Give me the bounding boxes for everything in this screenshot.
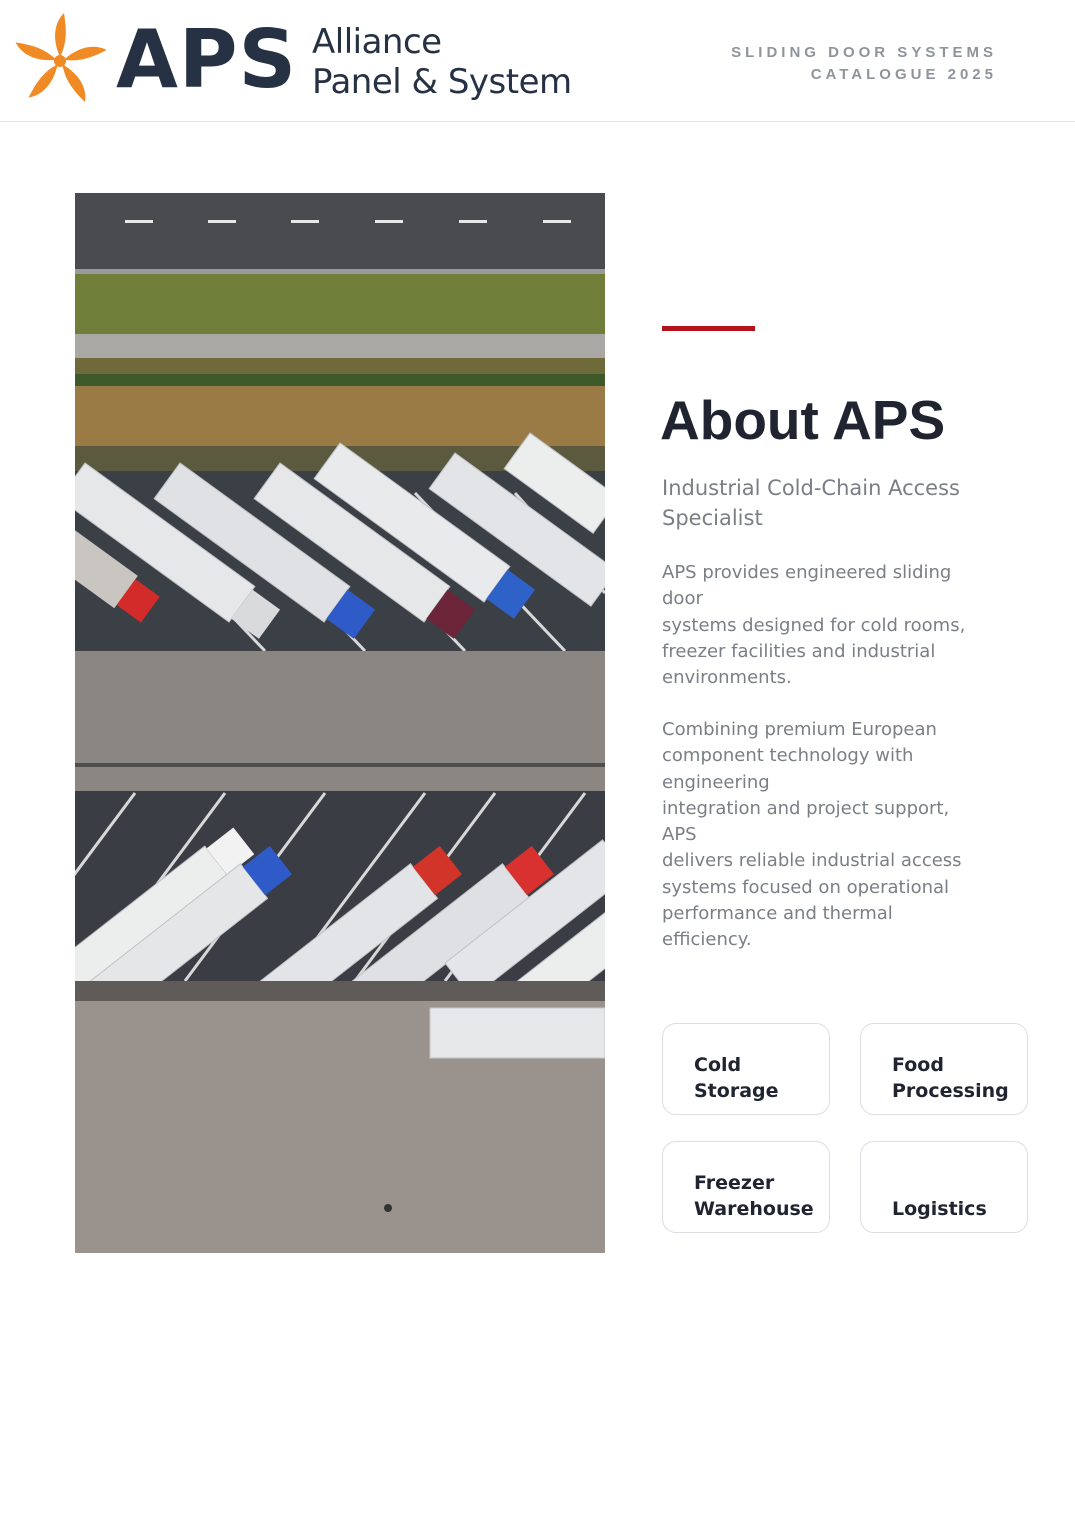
paragraph-line: Combining premium European bbox=[662, 719, 937, 740]
paragraph-line: systems focused on operational bbox=[662, 876, 950, 898]
sector-card-label bbox=[892, 1196, 987, 1222]
sector-card-freezer-warehouse bbox=[662, 1141, 830, 1233]
paragraph-line: efficiency. bbox=[662, 929, 752, 951]
catalogue-tagline bbox=[731, 42, 997, 86]
paragraph-line: component technology with bbox=[662, 745, 914, 767]
aps-logo bbox=[14, 10, 574, 112]
paragraph-line: performance and thermal bbox=[662, 903, 893, 925]
sector-card-food-processing bbox=[860, 1023, 1028, 1115]
sector-label-line: Food bbox=[892, 1054, 944, 1076]
paragraph-line: door bbox=[662, 588, 703, 610]
page-title: About APS bbox=[660, 389, 946, 451]
paragraph-line: integration and project support, bbox=[662, 797, 950, 819]
paragraph-line: freezer facilities and industrial bbox=[662, 640, 936, 662]
paragraph-line: delivers reliable industrial access bbox=[662, 850, 962, 872]
sector-label-line: Logistics bbox=[892, 1198, 987, 1220]
about-paragraph-2 bbox=[662, 717, 1002, 954]
sector-card-label bbox=[892, 1052, 1009, 1104]
sector-card-logistics bbox=[860, 1141, 1028, 1233]
paragraph-line: engineering bbox=[662, 771, 770, 793]
sector-card-label bbox=[694, 1052, 779, 1104]
page-subtitle: Industrial Cold-Chain Access Specialist bbox=[662, 476, 960, 530]
sector-label-line: Processing bbox=[892, 1080, 1009, 1102]
sector-card-cold-storage bbox=[662, 1023, 830, 1115]
paragraph-line: environments. bbox=[662, 667, 792, 689]
logo-line-alliance: Alliance bbox=[312, 22, 442, 62]
page-header bbox=[0, 0, 1075, 122]
sector-label-line: Cold bbox=[694, 1054, 742, 1076]
sector-label-line: Warehouse bbox=[694, 1198, 814, 1220]
logo-wordmark: APS bbox=[116, 13, 298, 106]
flower-logo-icon bbox=[14, 10, 106, 112]
paragraph-line: APS provides engineered sliding bbox=[662, 562, 952, 583]
paragraph-line: systems designed for cold rooms, bbox=[662, 614, 966, 636]
paragraph-line: APS bbox=[662, 824, 697, 846]
about-paragraph-1 bbox=[662, 560, 1002, 691]
sector-card-label bbox=[694, 1170, 814, 1222]
sector-label-line: Storage bbox=[694, 1080, 779, 1102]
tagline-line-2: CATALOGUE 2025 bbox=[810, 66, 997, 83]
tagline-line-1: SLIDING DOOR SYSTEMS bbox=[731, 44, 997, 61]
logo-line-panel-system: Panel & System bbox=[312, 62, 572, 102]
sector-label-line: Freezer bbox=[694, 1172, 775, 1194]
aerial-truck-parking-photo bbox=[75, 193, 605, 1253]
accent-bar bbox=[662, 326, 755, 331]
